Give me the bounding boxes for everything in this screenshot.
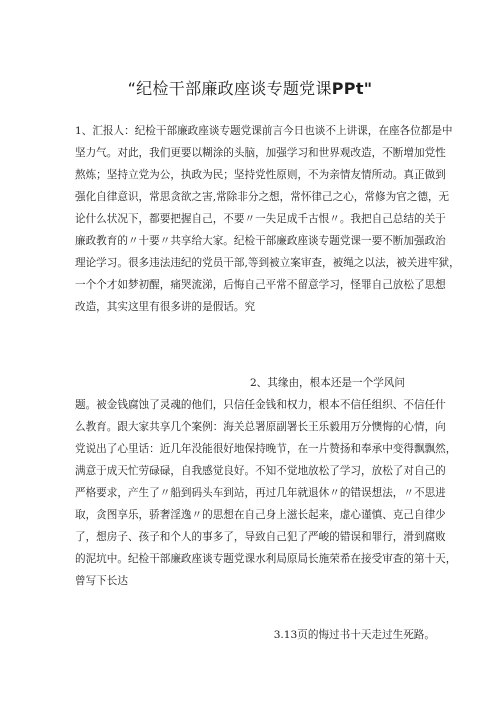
paragraph-3: 3.13页的悔过书十天走过生死路。 xyxy=(273,629,435,641)
paragraph-line: 一个个才如梦初醒，痛哭流涕，后悔自己平常不留意学习，怪罪自己放松了思想 xyxy=(75,279,446,291)
paragraph-line: 么教育。跟大家共享几个案例：海关总署原副署长王乐毅用万分懊悔的心情，向 xyxy=(75,421,446,433)
paragraph-line: 满意于成天忙劳碌碌，自我感觉良好。不知不觉地放松了学习，放松了对自己的 xyxy=(75,465,446,477)
paragraph-line: 曾写下长达 xyxy=(75,575,128,587)
paragraph-line: 坚力气。对此，我们更要以糊涂的头脑，加强学习和世界观改造，不断增加党性 xyxy=(75,147,446,159)
paragraph-line: 严格要求，产生了〃船到码头车到站，再过几年就退休〃的错误想法，〃不思进 xyxy=(75,487,446,499)
paragraph-2-lead: 2、其缘由，根本还是一个学风问 xyxy=(249,377,405,389)
paragraph-line: 熬炼；坚持立党为公，执政为民；坚持党性原则，不为亲情友情所动。真正做到 xyxy=(75,169,446,181)
paragraph-line: 论什么状况下，都要把握自己，不要〃一失足成千古恨〃。我把自己总结的关于 xyxy=(75,213,446,225)
paragraph-line: 强化自律意识，常思贪欲之害,常除非分之想，常怀律己之心，常修为官之德，无 xyxy=(75,191,450,203)
document-title xyxy=(0,76,500,99)
paragraph-1 xyxy=(75,120,460,318)
paragraph-line: 1、汇报人：纪检干部廉政座谈专题党课前言今日也谈不上讲课，在座各位都是中 xyxy=(75,125,453,137)
paragraph-line: 理论学习。很多违法违纪的党员干部,等到被立案审查，被绳之以法，被关进牢狱， xyxy=(75,257,460,269)
paragraph-line: 的泥坑中。纪检干部廉政座谈专题党课水利局原局长施荣希在接受审查的第十天， xyxy=(75,553,457,565)
title-main-text: “纪检干部廉政座谈专题党课 xyxy=(127,79,332,98)
paragraph-line: 党说出了心里话：近几年没能很好地保持晚节，在一片赞扬和奉承中变得飘飘然， xyxy=(75,443,457,455)
paragraph-line: 题。被金钱腐蚀了灵魂的他们，只信任金钱和权力，根本不信任组织、不信任什 xyxy=(75,399,446,411)
paragraph-line: 了，想房子、孩子和个人的事多了，导致自己犯了严峻的错误和罪行，滑到腐败 xyxy=(75,531,446,543)
paragraph-2 xyxy=(75,372,457,592)
paragraph-line: 廉政教育的〃十要〃共享给大家。纪检干部廉政座谈专题党课一要不断加强政治 xyxy=(75,235,446,247)
title-latin-text: PPt" xyxy=(331,79,373,98)
paragraph-line: 取，贪图享乐，骄奢淫逸〃的思想在自己身上滋长起来，虚心谨慎、克己自律少 xyxy=(75,509,446,521)
paragraph-line: 改造，其实这里有很多讲的是假话。究 xyxy=(75,301,256,313)
